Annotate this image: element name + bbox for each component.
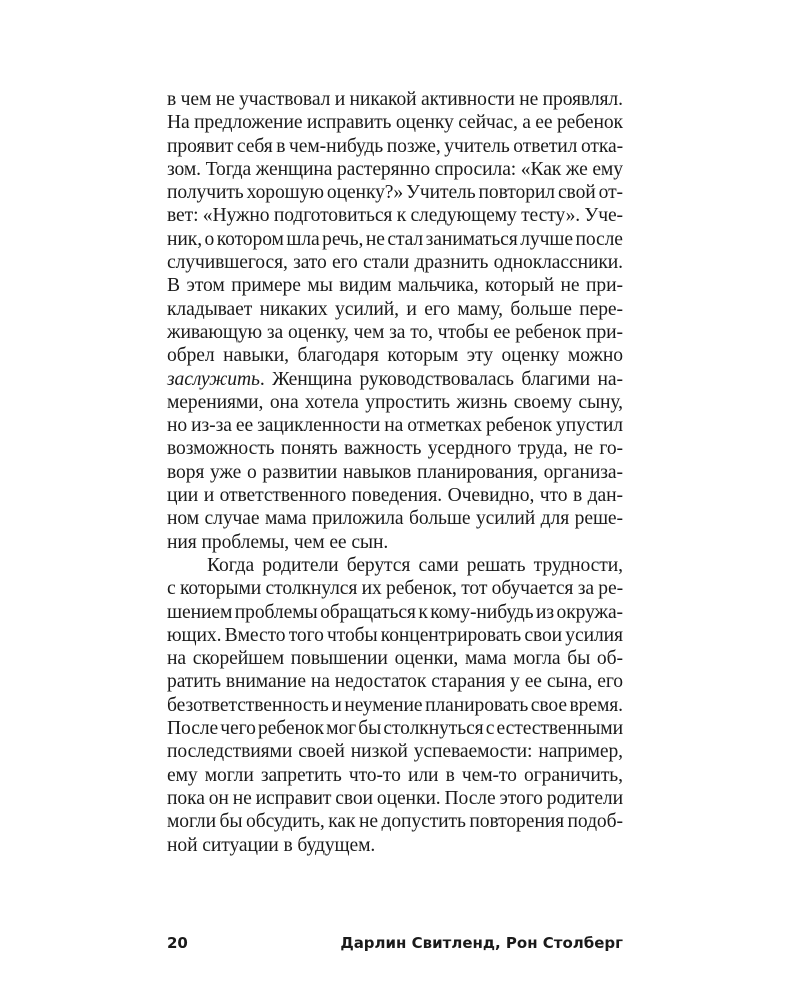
word: обсудить, (246, 811, 325, 833)
word: столкнулся (265, 578, 358, 600)
word: и (334, 89, 346, 110)
word: примере (231, 275, 301, 297)
word: После (167, 718, 219, 740)
word: подоб- (567, 811, 623, 833)
word: зато (293, 252, 327, 274)
word: чем-то (461, 764, 517, 786)
word: за (577, 578, 594, 600)
word: в (276, 135, 286, 157)
word: спросила: (434, 158, 517, 180)
text-line (167, 298, 623, 321)
word: который (485, 275, 554, 297)
word: благими (521, 368, 591, 390)
word: не (358, 811, 378, 833)
word: мог (326, 718, 357, 740)
word: эту (466, 345, 493, 367)
word: неумение (344, 694, 423, 716)
word: организа- (543, 461, 623, 483)
text-line (167, 461, 623, 484)
word: окружа- (556, 601, 623, 623)
word: чем (180, 89, 212, 110)
word: его (597, 671, 623, 693)
word: ее (524, 671, 542, 693)
word: то, (410, 321, 433, 343)
word: тесту». (521, 205, 581, 227)
word: сыну, (578, 391, 623, 413)
word: чем-нибудь (289, 135, 384, 157)
word: чтобы (437, 321, 489, 343)
word: ребенок, (386, 578, 457, 600)
word: оценки, (394, 648, 459, 670)
word: возможность (167, 438, 275, 460)
word: активности (420, 89, 515, 110)
word: ратить (167, 671, 221, 693)
word: которыми (179, 578, 262, 600)
word: запретить (260, 764, 342, 786)
word: сейчас, (458, 112, 518, 134)
word: мама (265, 508, 307, 530)
word: случае (204, 508, 260, 530)
body-text (167, 88, 623, 857)
word: обучается (491, 578, 574, 600)
text-line (167, 694, 623, 717)
text-line (167, 647, 623, 670)
word: случившегося, (167, 252, 288, 274)
word: концентрировать (380, 624, 522, 646)
word: ему (167, 764, 198, 786)
text-line (167, 507, 623, 530)
word: лучше (520, 228, 573, 250)
word: маму, (457, 298, 503, 320)
word: в (572, 485, 583, 507)
word: например, (538, 741, 623, 763)
word: что-то (348, 764, 401, 786)
text-line (167, 437, 623, 460)
word: недостаток (334, 671, 427, 693)
text-line (167, 251, 623, 274)
text-line (167, 740, 623, 763)
word: приложила (312, 508, 404, 530)
word: низкой (350, 741, 408, 763)
page-number: 20 (167, 934, 188, 952)
word: Учитель (406, 182, 476, 204)
word: оценку (395, 112, 454, 134)
word: подготовиться (273, 205, 393, 227)
word: после (575, 228, 623, 250)
text-line (167, 274, 623, 297)
word: о (204, 228, 215, 250)
word: мама (464, 648, 507, 670)
text-line (167, 834, 623, 857)
word: Когда (207, 554, 255, 576)
word: с (485, 718, 495, 740)
word: при- (586, 275, 623, 297)
word: в (167, 89, 177, 110)
page-footer (167, 934, 623, 956)
text-line (167, 554, 623, 577)
word: заслужить. (167, 368, 265, 390)
word: планировать (425, 694, 529, 716)
word: родители (546, 787, 623, 809)
word: стали (363, 252, 410, 274)
word: навыки, (223, 345, 289, 367)
word: сына, (546, 671, 593, 693)
word: проявит (167, 135, 234, 157)
word: не (574, 438, 593, 460)
word: заниматься (425, 228, 518, 250)
word: его (332, 252, 358, 274)
word: ребенок (257, 718, 324, 740)
word: учитель (444, 135, 510, 157)
word: развитии (262, 461, 338, 483)
word: труда, (517, 438, 568, 460)
word: исправить (306, 112, 392, 134)
text-line (167, 228, 623, 251)
word: от- (598, 182, 623, 204)
word: «Нужно (202, 205, 270, 227)
word: ник, (167, 228, 202, 250)
word: естественными (496, 718, 623, 740)
word: могли (204, 764, 254, 786)
word: понять (280, 438, 338, 460)
text-line (167, 321, 623, 344)
word: «Как (520, 158, 562, 180)
word: что (539, 485, 568, 507)
text-line (167, 787, 623, 810)
word: Вместо (224, 624, 286, 646)
word: родители (262, 554, 339, 576)
word: свой (557, 182, 596, 204)
word: чего (220, 718, 256, 740)
word: проявлял. (542, 89, 623, 110)
word: ребенок (485, 415, 552, 437)
word: участвовал (239, 89, 331, 110)
word: руководствовалась (359, 368, 514, 390)
word: ее (535, 112, 553, 134)
word: отка- (580, 135, 623, 157)
word: Тогда (205, 158, 252, 180)
word: с (167, 578, 176, 600)
word: предложение (194, 112, 303, 134)
word: ее (235, 415, 254, 437)
word: бы (358, 718, 382, 740)
text-line (167, 158, 623, 181)
word: их (361, 578, 382, 600)
word: о (246, 461, 257, 483)
word: об- (596, 648, 623, 670)
word: повторения (469, 811, 565, 833)
word: мерениями, (167, 391, 264, 413)
word: кому-нибудь (430, 601, 534, 623)
word: получить (167, 182, 244, 204)
word: больше (510, 298, 572, 320)
word: его (424, 298, 450, 320)
word: усилия (565, 624, 623, 646)
word: живающую (167, 321, 263, 343)
word: обрел (167, 345, 215, 367)
word: как (328, 811, 356, 833)
word: мальчика, (397, 275, 479, 297)
word: ре- (598, 578, 623, 600)
word: жизнь (456, 391, 508, 413)
word: свои (335, 787, 373, 809)
word: не (519, 89, 539, 110)
word: одноклассники. (493, 252, 623, 274)
text-line (167, 204, 623, 227)
word: хотела (305, 391, 359, 413)
word: ребенок (515, 321, 582, 343)
word: оценку?» (326, 182, 404, 204)
text-line (167, 601, 623, 624)
word: для (540, 508, 570, 530)
word: следующему (410, 205, 517, 227)
word: трудности, (533, 554, 623, 576)
word: вет: (167, 205, 199, 227)
word: которым (387, 345, 459, 367)
word: берутся (346, 554, 411, 576)
word: реше- (574, 508, 623, 530)
word: старания (431, 671, 506, 693)
word: ющих. (167, 624, 222, 646)
word: усердного (427, 438, 512, 460)
word: успеваемости: (413, 741, 533, 763)
word: время. (569, 694, 623, 716)
word: мы (307, 275, 333, 297)
word: этом (186, 275, 225, 297)
word: важность (343, 438, 422, 460)
word: могли (167, 811, 217, 833)
text-line (167, 764, 623, 787)
word: ее (493, 321, 511, 343)
text-line (167, 810, 623, 833)
word: допустить (381, 811, 466, 833)
word: к (396, 205, 407, 227)
word: больше (409, 508, 471, 530)
word: скорейшем (192, 648, 285, 670)
word: она (269, 391, 299, 413)
word: тот (461, 578, 488, 600)
word: за (389, 321, 406, 343)
text-line (167, 484, 623, 507)
word: и (331, 694, 342, 716)
word: не (232, 787, 252, 809)
word: пока (167, 787, 205, 809)
word: зацикленности (257, 415, 381, 437)
word: бы (219, 811, 243, 833)
word: ограничить, (523, 764, 623, 786)
word: видим (339, 275, 392, 297)
text-line (167, 181, 623, 204)
word: у (510, 671, 520, 693)
word: могла (513, 648, 561, 670)
word: при- (586, 321, 623, 343)
word: В (167, 275, 180, 297)
word: На (167, 112, 190, 134)
word: дан- (587, 485, 623, 507)
word: бы (567, 648, 591, 670)
word: поведения. (351, 485, 443, 507)
text-line (167, 391, 623, 414)
word: к (418, 601, 428, 623)
word: и (203, 485, 215, 507)
text-line (167, 344, 623, 367)
word: пере- (579, 298, 623, 320)
word: того (288, 624, 324, 646)
word: этого (499, 787, 543, 809)
word: он (208, 787, 229, 809)
word: После (444, 787, 496, 809)
word: ему (592, 158, 623, 180)
word: своей (298, 741, 345, 763)
word: упустил (556, 415, 623, 437)
text-line (167, 670, 623, 693)
word: на (310, 671, 330, 693)
word: отметках (407, 415, 482, 437)
word: свое (530, 694, 567, 716)
word: своему (513, 391, 572, 413)
word: Очевидно, (447, 485, 535, 507)
word: на- (597, 368, 623, 390)
text-line (167, 368, 623, 391)
word: уже (210, 461, 242, 483)
word: дразнить (414, 252, 489, 274)
word: кладывает (167, 298, 253, 320)
word: ответственного (219, 485, 347, 507)
word: растерянно (336, 158, 431, 180)
word: навыков (342, 461, 412, 483)
word: речь, (322, 228, 364, 250)
word: воря (167, 461, 205, 483)
word: оценки. (376, 787, 441, 809)
text-line (167, 135, 623, 158)
word: проблемы (234, 601, 318, 623)
word: благодаря (297, 345, 379, 367)
word: ребенок (556, 112, 623, 134)
word: никакой (349, 89, 417, 110)
word: усилий, (335, 298, 399, 320)
word: ции (167, 485, 199, 507)
word: безответственность (167, 694, 329, 716)
word: исправит (255, 787, 332, 809)
word: из-за (191, 415, 232, 437)
word: столкнуться (383, 718, 484, 740)
line-text: ния проблемы, чем ее сын. (167, 531, 389, 553)
text-line (167, 624, 623, 647)
word: ном (167, 508, 200, 530)
word: свои (524, 624, 563, 646)
word: никаких (259, 298, 328, 320)
text-line (167, 414, 623, 437)
word: стал (387, 228, 424, 250)
text-line (167, 111, 623, 134)
running-title: Дарлин Свитленд, Рон Столберг (340, 934, 623, 952)
word: женщина (255, 158, 333, 180)
word: планирования, (417, 461, 538, 483)
word: а (522, 112, 531, 134)
word: внимание (225, 671, 306, 693)
word: обращаться (320, 601, 416, 623)
word: можно (567, 345, 623, 367)
word: Уче- (584, 205, 623, 227)
word: и (406, 298, 417, 320)
word: го- (599, 438, 623, 460)
word: или (407, 764, 439, 786)
word: не (560, 275, 580, 297)
word: ответил (513, 135, 578, 157)
word: чтобы (326, 624, 378, 646)
word: зом. (167, 158, 201, 180)
word: из (535, 601, 555, 623)
word: не (365, 228, 385, 250)
word: решать (466, 554, 526, 576)
text-line (167, 577, 623, 600)
word: хорошую (246, 182, 324, 204)
word: оценку, (288, 321, 349, 343)
word: Женщина (272, 368, 352, 390)
word: на (167, 648, 186, 670)
word: сами (418, 554, 459, 576)
word: в (445, 764, 455, 786)
text-line (167, 717, 623, 740)
line-text: ной ситуации в будущем. (167, 834, 376, 856)
word: повышении (290, 648, 388, 670)
word: упростить (365, 391, 450, 413)
word: шла (286, 228, 320, 250)
word: не (215, 89, 235, 110)
word: повторил (478, 182, 555, 204)
word: котором (216, 228, 284, 250)
word: усилий (475, 508, 536, 530)
text-line (167, 531, 623, 554)
word: но (167, 415, 188, 437)
word: на (384, 415, 404, 437)
word: оценку (501, 345, 560, 367)
word: чем (353, 321, 385, 343)
word: последствиями (167, 741, 293, 763)
word: же (565, 158, 588, 180)
text-line (167, 88, 623, 111)
word: шением (167, 601, 233, 623)
word: себя (236, 135, 273, 157)
word: позже, (386, 135, 441, 157)
word: за (266, 321, 284, 343)
